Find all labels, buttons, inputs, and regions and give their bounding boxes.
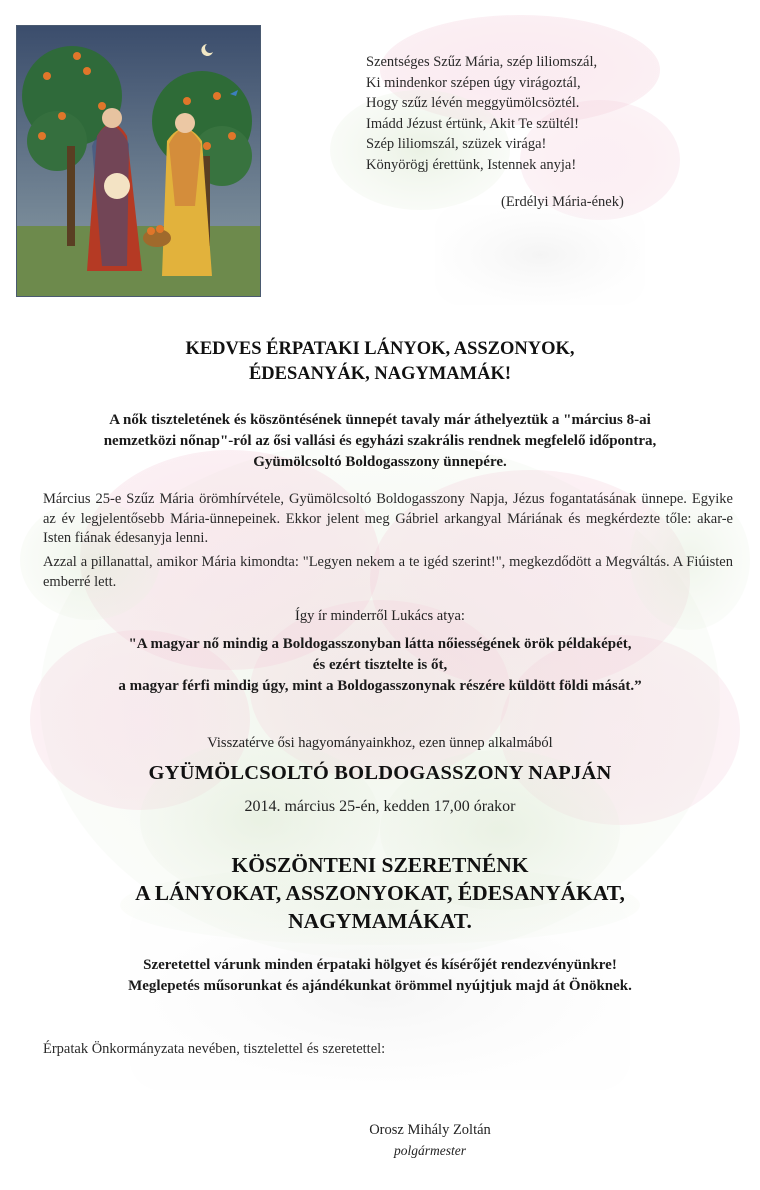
body-paragraph-annunciation: Március 25-e Szűz Mária örömhírvétele, Gyümölcsoltó Boldogasszony Napja, Jézus fogantatásának ünnepe. Egyike az év legjelentősebb Mária-ünnepeinek. Ekkor jelent meg Gábriel arkangyal Máriának és megkérdezte tőle: akar-e Isten fiának édesanyja lenni. <box>43 491 733 546</box>
intro-line: A nők tiszteletének és köszöntésének ünnepét tavaly már áthelyeztük a "március 8-ai <box>109 412 651 428</box>
intro-line: nemzetközi nőnap"-ról az ősi vallási és egyházi szakrális rendnek megfelelő időpontra, <box>103 433 657 449</box>
salute-line: NAGYMAMÁKAT. <box>288 909 472 933</box>
intro-paragraph <box>30 410 730 473</box>
tradition-text: Visszatérve ősi hagyományainkhoz, ezen ünnep alkalmából <box>207 735 553 751</box>
body-paragraph-redemption: Azzal a pillanattal, amikor Mária kimondta: "Legyen nekem a te igéd szerint!", megkezdődött a Megváltás. A Fiúisten emberré lett. <box>43 554 733 590</box>
invite-line: Szeretettel várunk minden érpataki hölgyet és kísérőjét rendezvényünkre! <box>143 957 617 973</box>
quote-line: a magyar férfi mindig úgy, mint a Boldogasszonynak részére küldött földi mását.” <box>118 678 642 694</box>
poem-line: Szentséges Szűz Mária, szép liliomszál, <box>366 54 598 70</box>
signoff-text: Érpatak Önkormányzata nevében, tisztelettel és szeretettel: <box>43 1041 386 1057</box>
invitation-text <box>30 955 730 997</box>
event-title: GYÜMÖLCSOLTÓ BOLDOGASSZONY NAPJÁN <box>148 762 612 784</box>
poem-line: Könyörögj érettünk, Istennek anyja! <box>366 156 577 173</box>
salute-heading <box>30 851 730 935</box>
poem-line: Hogy szűz lévén meggyümölcsöztél. <box>366 95 580 111</box>
poem-line: Szép liliomszál, szüzek virága! <box>366 136 547 152</box>
salute-line: KÖSZÖNTENI SZERETNÉNK <box>231 853 529 877</box>
poem-line: Ki mindenkor szépen úgy virágoztál, <box>366 74 581 91</box>
signer-title: polgármester <box>394 1143 466 1158</box>
greeting-line: ÉDESANYÁK, NAGYMAMÁK! <box>248 364 512 384</box>
greeting-heading <box>30 337 730 387</box>
quote-line: és ezért tisztelte is őt, <box>312 657 448 673</box>
quote-intro: Így ír minderről Lukács atya: <box>295 608 465 624</box>
poem-line: Imádd Jézust értünk, Akit Te szültél! <box>366 115 579 132</box>
signer-name: Orosz Mihály Zoltán <box>369 1122 491 1138</box>
lukacs-quote <box>30 634 730 697</box>
greeting-line: KEDVES ÉRPATAKI LÁNYOK, ASSZONYOK, <box>185 339 575 359</box>
invite-line: Meglepetés műsorunkat és ajándékunkat örömmel nyújtjuk majd át Önöknek. <box>128 978 632 994</box>
salute-line: A LÁNYOKAT, ASSZONYOKAT, ÉDESANYÁKAT, <box>135 881 625 905</box>
quote-line: "A magyar nő mindig a Boldogasszonyban látta nőiességének örök példaképét, <box>128 636 632 652</box>
event-date: 2014. március 25-én, kedden 17,00 órakor <box>244 798 516 815</box>
intro-line: Gyümölcsoltó Boldogasszony ünnepére. <box>253 454 507 470</box>
poem-source: (Erdélyi Mária-ének) <box>501 194 624 210</box>
